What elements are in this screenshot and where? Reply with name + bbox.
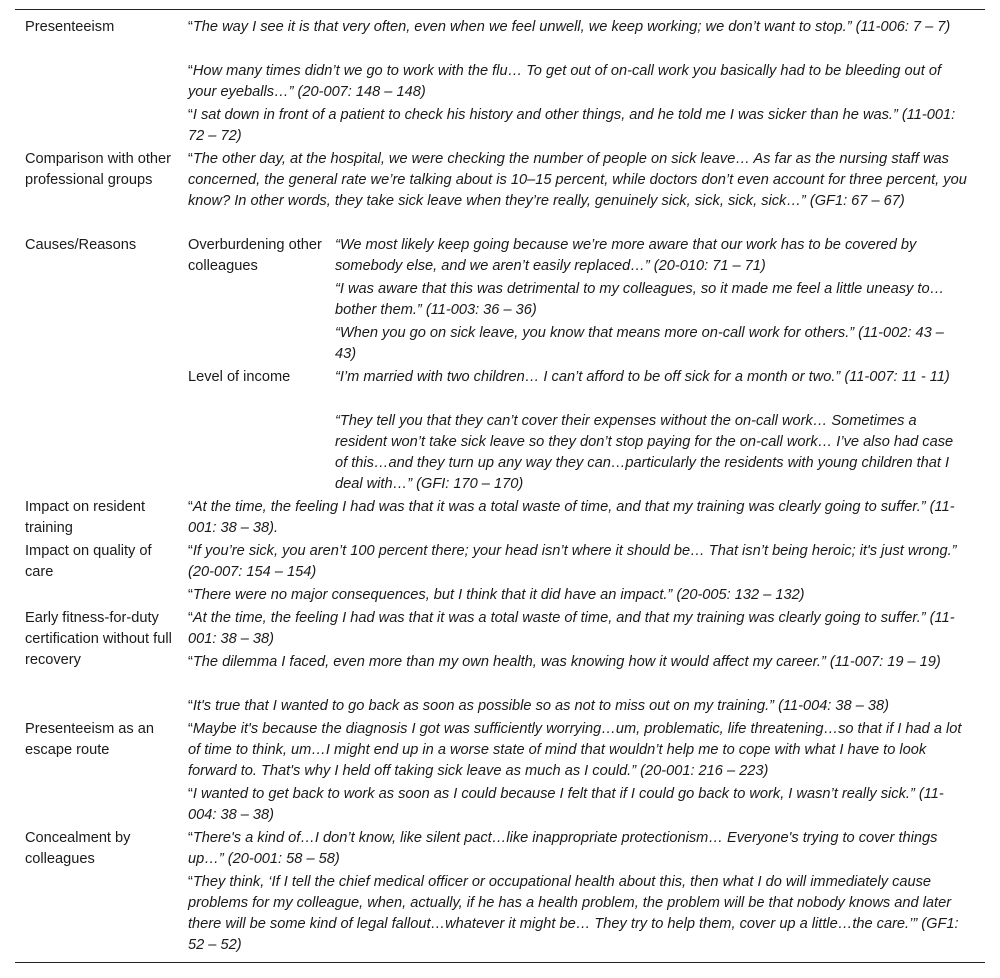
theme-escape-route: Presenteeism as an escape route [25,721,154,758]
quote-text: There were no major consequences, but I think that it did have an impact.” (20-005: 132 – 132) [192,587,805,603]
quote-text: “They tell you that they can’t cover their expenses without the on-call work… Sometimes a resident won’t take sick leave so they don’t stop paying for the on-call work… I’ve also had case of this…and they turn up any way they can…particularly the residents with young children that I deal with…” (GFI: 170 – 170) [335,413,954,492]
quote-text: “I was aware that this was detrimental to my colleagues, so it made me feel a little uneasy to…bother them.” (11-003: 36 – 36) [335,281,945,318]
quote-text: At the time, the feeling I had was that it was a total waste of time, and that my training was clearly going to suffer.” (11-001: 38 – 38) [188,610,955,647]
open-quote-mark: “ [188,587,193,603]
quote [188,541,968,583]
theme-comparison: Comparison with other professional groups [25,151,172,188]
subtheme-income: Level of income [188,369,291,385]
quote [188,608,968,650]
open-quote-mark: “ [188,698,193,714]
quote-text: They think, ‘If I tell the chief medical officer or occupational health about this, then what I do will immediately cause problems for my colleague, when, actually, if he has a health problem, the problem will be that nobody knows and later there will be some kind of legal fallout…whatever it might be… They try to help them, cover up a little…the care.’” (GF1: 52 – 52) [188,874,959,953]
quote [188,784,968,826]
table-top-rule [15,9,985,10]
table-bottom-rule [15,962,985,963]
open-quote-mark: “ [188,830,193,846]
open-quote-mark: “ [188,610,193,626]
quote-text: Maybe it's because the diagnosis I got was sufficiently worrying…um, problematic, life threatening…so that if I had a lot of time to think, um…I might end up in a worse state of mind that wouldn’t help me to cope with what I have to look forward to. That's why I held off taking sick leave as much as I could.” (20-001: 216 – 223) [188,721,962,779]
theme-presenteeism: Presenteeism [25,19,115,35]
open-quote-mark: “ [188,654,193,670]
quote-text: “I’m married with two children… I can’t afford to be off sick for a month or two.” (11-007: 11 - 11) [335,369,950,385]
quote [188,652,968,673]
theme-causes: Causes/Reasons [25,237,137,253]
quote-text: How many times didn’t we go to work with the flu… To get out of on-call work you basically had to be bleeding out of your eyeballs…” (20-007: 148 – 148) [188,63,942,100]
quote [188,17,968,38]
subtheme-overburdening: Overburdening other colleagues [188,237,322,274]
open-quote-mark: “ [188,721,193,737]
quote [188,828,968,870]
open-quote-mark: “ [188,874,193,890]
quote-text: It's true that I wanted to go back as soon as possible so as not to miss out on my training.” (11-004: 38 – 38) [192,698,889,714]
quote [188,61,968,103]
quote-text: I sat down in front of a patient to check his history and other things, and he told me I was sicker than he was.” (11-001: 72 – 72) [188,107,956,144]
quote-text: The other day, at the hospital, we were checking the number of people on sick leave… As far as the nursing staff was concerned, the general rate we’re talking about is 10–15 percent, while doctors don’t even account for three percent, you know? In other words, they take sick leave when they’re really, genuinely sick, sick, sick, sick…” (GF1: 67 – 67) [188,151,967,209]
quote [188,696,968,717]
quote-text: If you’re sick, you aren’t 100 percent there; your head isn’t where it should be… That isn’t being heroic; it's just wrong.” (20-007: 154 – 154) [188,543,957,580]
theme-impact-training: Impact on resident training [25,499,146,536]
open-quote-mark: “ [188,543,193,559]
quote [188,719,968,782]
open-quote-mark: “ [188,499,193,515]
quote-text: At the time, the feeling I had was that it was a total waste of time, and that my training was clearly going to suffer.” (11-001: 38 – 38). [188,499,955,536]
quote [188,585,968,606]
quote-text: There's a kind of…I don’t know, like silent pact…like inappropriate protectionism… Everyone's trying to cover things up…” (20-001: 58 – 58) [188,830,938,867]
quote-text: “We most likely keep going because we’re more aware that our work has to be covered by somebody else, and we aren’t easily replaced…” (20-010: 71 – 71) [335,237,917,274]
quote [188,105,968,147]
theme-early-fitness: Early fitness-for-duty certification without full recovery [25,610,172,668]
theme-concealment: Concealment by colleagues [25,830,131,867]
quote-text: The way I see it is that very often, even when we feel unwell, we keep working; we don’t want to stop.” (11-006: 7 – 7) [192,19,951,35]
quote [188,149,968,212]
open-quote-mark: “ [188,786,193,802]
quote-text: The dilemma I faced, even more than my own health, was knowing how it would affect my career.” (11-007: 19 – 19) [192,654,941,670]
open-quote-mark: “ [188,151,193,167]
quote [188,872,968,956]
quote-text: I wanted to get back to work as soon as I could because I felt that if I could go back to work, I wasn’t really sick.” (11-004: 38 – 38) [188,786,944,823]
quote-text: “When you go on sick leave, you know that means more on-call work for others.” (11-002: 43 – 43) [335,325,944,362]
open-quote-mark: “ [188,19,193,35]
open-quote-mark: “ [188,63,193,79]
theme-impact-quality: Impact on quality of care [25,543,152,580]
open-quote-mark: “ [188,107,193,123]
quote [188,497,968,539]
